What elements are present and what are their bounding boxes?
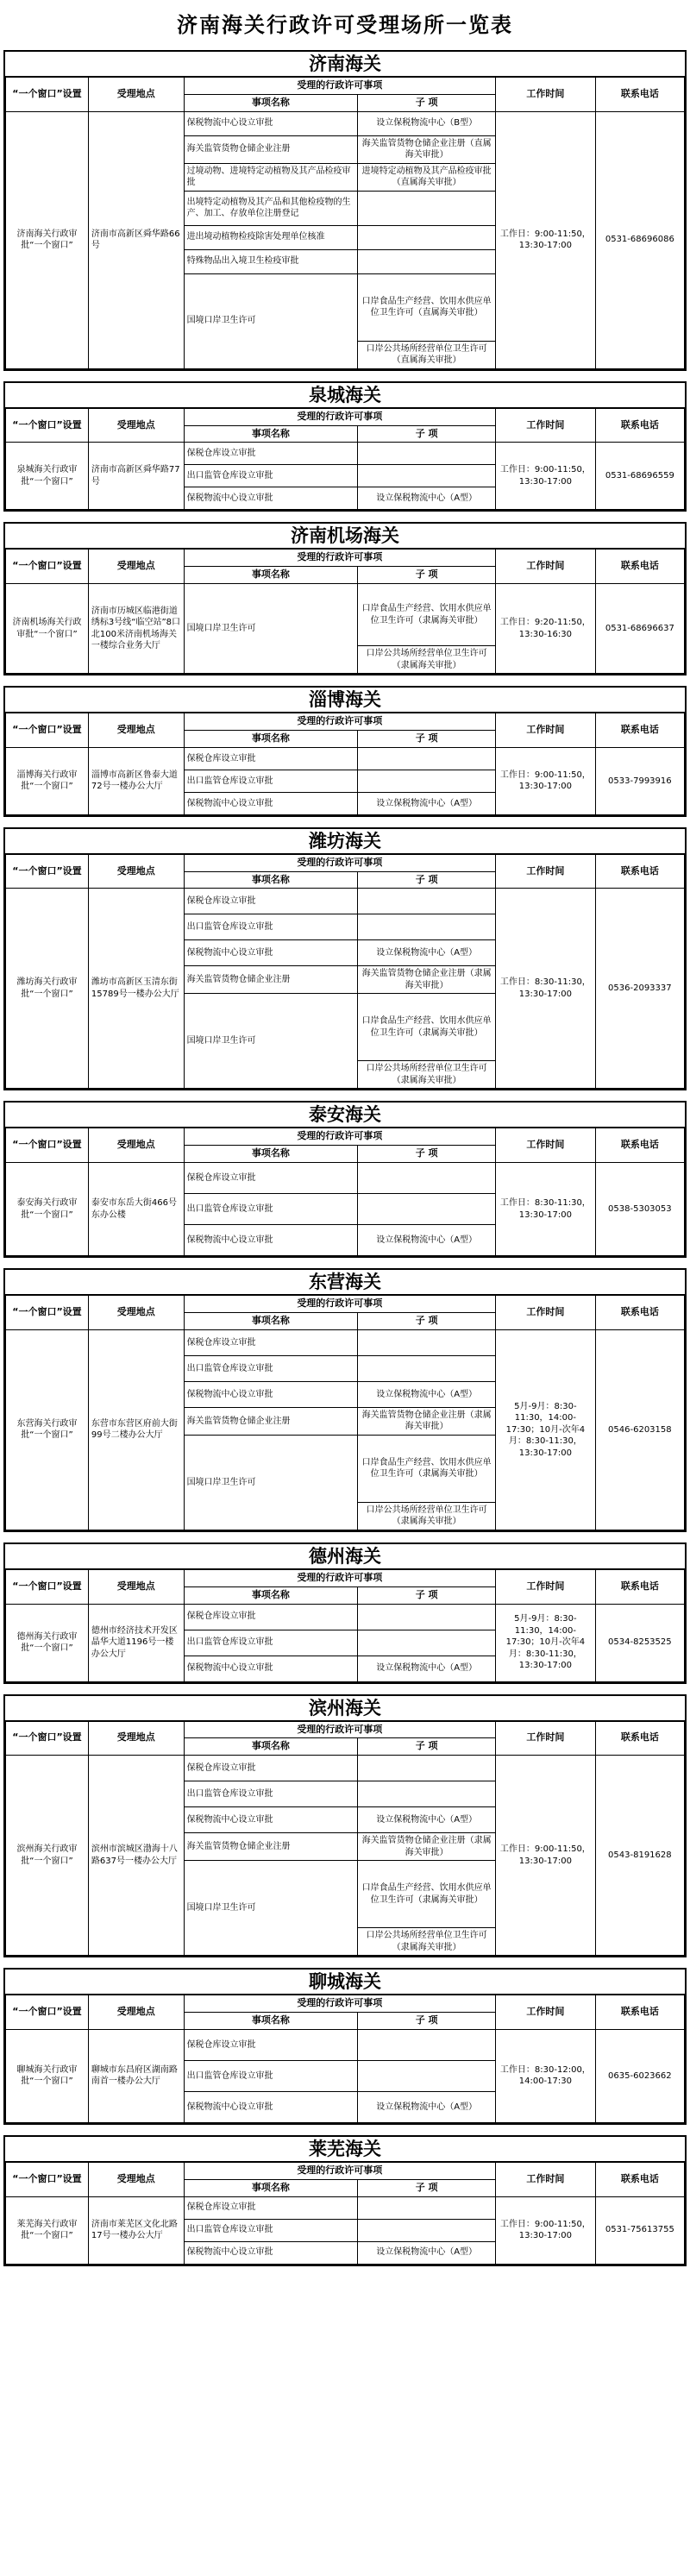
contact-phone: 0534-8253525 <box>595 1604 684 1681</box>
permit-item: 保税物流中心设立审批 <box>184 940 358 966</box>
header-matters: 受理的行政许可事项 <box>184 78 496 95</box>
header-hours: 工作时间 <box>496 1721 596 1756</box>
header-place: 受理地点 <box>88 1296 184 1330</box>
sub-item <box>358 914 496 940</box>
contact-phone: 0531-68696559 <box>595 443 684 510</box>
window-name: 潍坊海关行政审批“一个窗口” <box>6 889 89 1089</box>
contact-phone: 0546-6203158 <box>595 1329 684 1530</box>
working-hours: 5月-9月：8:30-11:30，14:00-17:30；10月-次年4月：8:30-11:30，13:30-17:00 <box>496 1329 596 1530</box>
sub-item: 海关监管货物仓储企业注册（直属海关审批） <box>358 135 496 163</box>
header-row <box>6 1721 685 1738</box>
office-section <box>3 827 687 1091</box>
header-phone: 联系电话 <box>595 1569 684 1604</box>
header-item-name: 事项名称 <box>184 94 358 111</box>
working-hours: 工作日：8:30-11:30，13:30-17:00 <box>496 1163 596 1256</box>
window-name: 济南机场海关行政审批“一个窗口” <box>6 584 89 674</box>
header-matters: 受理的行政许可事项 <box>184 713 496 731</box>
header-place: 受理地点 <box>88 78 184 112</box>
header-hours: 工作时间 <box>496 713 596 748</box>
sub-item: 设立保税物流中心（A型） <box>358 1225 496 1256</box>
permit-item: 保税物流中心设立审批 <box>184 111 358 135</box>
permit-item: 出口监管仓库设立审批 <box>184 1781 358 1807</box>
header-place: 受理地点 <box>88 1569 184 1604</box>
office-table <box>5 1128 685 1256</box>
table-row <box>6 1756 685 1781</box>
sub-item <box>358 1604 496 1630</box>
acceptance-place: 滨州市滨城区渤海十八路637号一楼办公大厅 <box>88 1756 184 1956</box>
window-name: 东营海关行政审批“一个窗口” <box>6 1329 89 1530</box>
sub-item: 口岸公共场所经营单位卫生许可（隶属海关审批） <box>358 1928 496 1956</box>
permit-item: 保税仓库设立审批 <box>184 1756 358 1781</box>
header-matters: 受理的行政许可事项 <box>184 1995 496 2013</box>
contact-phone: 0538-5303053 <box>595 1163 684 1256</box>
sub-item <box>358 2029 496 2060</box>
sub-item: 口岸食品生产经营、饮用水供应单位卫生许可（隶属海关审批） <box>358 994 496 1061</box>
sub-item: 口岸食品生产经营、饮用水供应单位卫生许可（直属海关审批） <box>358 273 496 341</box>
permit-item: 保税仓库设立审批 <box>184 1604 358 1630</box>
permit-item: 海关监管货物仓储企业注册 <box>184 1407 358 1435</box>
header-hours: 工作时间 <box>496 854 596 889</box>
header-row <box>6 1995 685 2013</box>
sub-item <box>358 2219 496 2241</box>
table-row <box>6 111 685 135</box>
header-hours: 工作时间 <box>496 1296 596 1330</box>
header-item-name: 事项名称 <box>184 567 358 584</box>
header-hours: 工作时间 <box>496 1569 596 1604</box>
permit-item: 国境口岸卫生许可 <box>184 1435 358 1530</box>
contact-phone: 0531-68696637 <box>595 584 684 674</box>
window-name: 淄博海关行政审批“一个窗口” <box>6 747 89 814</box>
permit-item: 保税仓库设立审批 <box>184 1163 358 1194</box>
header-place: 受理地点 <box>88 550 184 584</box>
header-sub-item: 子 项 <box>358 871 496 889</box>
permit-item: 国境口岸卫生许可 <box>184 1861 358 1956</box>
header-sub-item: 子 项 <box>358 730 496 747</box>
header-window: “一个窗口”设置 <box>6 1721 89 1756</box>
header-phone: 联系电话 <box>595 1721 684 1756</box>
contact-phone: 0543-8191628 <box>595 1756 684 1956</box>
permit-item: 出口监管仓库设立审批 <box>184 914 358 940</box>
working-hours: 工作日：9:20-11:50，13:30-16:30 <box>496 584 596 674</box>
permit-item: 保税物流中心设立审批 <box>184 1381 358 1407</box>
permit-item: 国境口岸卫生许可 <box>184 994 358 1089</box>
header-row <box>6 854 685 871</box>
permit-item: 出口监管仓库设立审批 <box>184 2219 358 2241</box>
permit-item: 出口监管仓库设立审批 <box>184 1630 358 1656</box>
table-row <box>6 2029 685 2060</box>
table-row <box>6 1163 685 1194</box>
header-sub-item: 子 项 <box>358 2179 496 2196</box>
working-hours: 工作日：8:30-12:00，14:00-17:30 <box>496 2029 596 2122</box>
permit-item: 保税物流中心设立审批 <box>184 1225 358 1256</box>
header-sub-item: 子 项 <box>358 94 496 111</box>
header-matters: 受理的行政许可事项 <box>184 1296 496 1313</box>
header-sub-item: 子 项 <box>358 1312 496 1329</box>
sub-item: 设立保税物流中心（A型） <box>358 792 496 814</box>
header-sub-item: 子 项 <box>358 1146 496 1163</box>
header-phone: 联系电话 <box>595 2162 684 2196</box>
acceptance-place: 济南市高新区舜华路77号 <box>88 443 184 510</box>
sub-item: 海关监管货物仓储企业注册（隶属海关审批） <box>358 1407 496 1435</box>
office-title: 潍坊海关 <box>5 829 685 854</box>
permit-item: 出口监管仓库设立审批 <box>184 465 358 487</box>
permit-item: 保税物流中心设立审批 <box>184 487 358 510</box>
header-place: 受理地点 <box>88 1995 184 2030</box>
table-row <box>6 889 685 914</box>
window-name: 滨州海关行政审批“一个窗口” <box>6 1756 89 1956</box>
window-name: 莱芜海关行政审批“一个窗口” <box>6 2196 89 2264</box>
table-row <box>6 443 685 465</box>
permit-item: 海关监管货物仓储企业注册 <box>184 135 358 163</box>
header-item-name: 事项名称 <box>184 1738 358 1756</box>
working-hours: 工作日：9:00-11:50，13:30-17:00 <box>496 2196 596 2264</box>
header-row <box>6 78 685 95</box>
header-row <box>6 2162 685 2179</box>
acceptance-place: 聊城市东昌府区湖南路南首一楼办公大厅 <box>88 2029 184 2122</box>
office-title: 淄博海关 <box>5 688 685 713</box>
office-title: 莱芜海关 <box>5 2137 685 2162</box>
office-title: 泰安海关 <box>5 1103 685 1128</box>
header-item-name: 事项名称 <box>184 1586 358 1604</box>
window-name: 德州海关行政审批“一个窗口” <box>6 1604 89 1681</box>
header-window: “一个窗口”设置 <box>6 1128 89 1163</box>
table-row <box>6 1329 685 1355</box>
header-sub-item: 子 项 <box>358 2013 496 2030</box>
sub-item <box>358 1781 496 1807</box>
header-window: “一个窗口”设置 <box>6 1296 89 1330</box>
header-item-name: 事项名称 <box>184 2013 358 2030</box>
sub-item: 设立保税物流中心（A型） <box>358 1656 496 1681</box>
permit-item: 保税物流中心设立审批 <box>184 792 358 814</box>
working-hours: 工作日：8:30-11:30，13:30-17:00 <box>496 889 596 1089</box>
header-matters: 受理的行政许可事项 <box>184 550 496 567</box>
acceptance-place: 德州市经济技术开发区晶华大道1196号一楼办公大厅 <box>88 1604 184 1681</box>
header-row <box>6 713 685 731</box>
sub-item: 口岸公共场所经营单位卫生许可（隶属海关审批） <box>358 1061 496 1089</box>
table-row <box>6 2196 685 2219</box>
office-title: 滨州海关 <box>5 1696 685 1721</box>
header-sub-item: 子 项 <box>358 1586 496 1604</box>
permit-item: 出口监管仓库设立审批 <box>184 1355 358 1381</box>
header-matters: 受理的行政许可事项 <box>184 408 496 425</box>
sub-item <box>358 770 496 792</box>
sub-item: 口岸公共场所经营单位卫生许可（直属海关审批） <box>358 341 496 368</box>
sub-item <box>358 191 496 225</box>
office-section <box>3 1694 687 1958</box>
permit-item: 保税仓库设立审批 <box>184 2196 358 2219</box>
window-name: 聊城海关行政审批“一个窗口” <box>6 2029 89 2122</box>
sub-item <box>358 225 496 249</box>
office-table <box>5 1295 685 1530</box>
sub-item <box>358 1329 496 1355</box>
permit-item: 保税仓库设立审批 <box>184 443 358 465</box>
permit-item: 海关监管货物仓储企业注册 <box>184 1833 358 1861</box>
permit-item: 保税物流中心设立审批 <box>184 2091 358 2122</box>
office-section <box>3 1101 687 1258</box>
header-window: “一个窗口”设置 <box>6 1995 89 2030</box>
table-row <box>6 584 685 646</box>
acceptance-place: 淄博市高新区鲁泰大道72号一楼办公大厅 <box>88 747 184 814</box>
header-sub-item: 子 项 <box>358 1738 496 1756</box>
header-item-name: 事项名称 <box>184 1312 358 1329</box>
header-phone: 联系电话 <box>595 1296 684 1330</box>
permit-item: 保税物流中心设立审批 <box>184 1807 358 1833</box>
header-item-name: 事项名称 <box>184 871 358 889</box>
header-hours: 工作时间 <box>496 1128 596 1163</box>
permit-item: 保税物流中心设立审批 <box>184 2241 358 2264</box>
header-sub-item: 子 项 <box>358 425 496 443</box>
permit-item: 出口监管仓库设立审批 <box>184 770 358 792</box>
permit-item: 保税物流中心设立审批 <box>184 1656 358 1681</box>
sub-item: 口岸食品生产经营、饮用水供应单位卫生许可（隶属海关审批） <box>358 584 496 646</box>
sub-item: 口岸公共场所经营单位卫生许可（隶属海关审批） <box>358 1502 496 1530</box>
sub-item <box>358 249 496 273</box>
sub-item <box>358 1756 496 1781</box>
header-phone: 联系电话 <box>595 408 684 443</box>
office-title: 济南机场海关 <box>5 524 685 549</box>
header-hours: 工作时间 <box>496 550 596 584</box>
working-hours: 工作日：9:00-11:50，13:30-17:00 <box>496 111 596 368</box>
sub-item: 设立保税物流中心（A型） <box>358 940 496 966</box>
header-window: “一个窗口”设置 <box>6 408 89 443</box>
office-sections <box>3 50 687 2266</box>
header-phone: 联系电话 <box>595 78 684 112</box>
working-hours: 工作日：9:00-11:50，13:30-17:00 <box>496 747 596 814</box>
header-row <box>6 1296 685 1313</box>
header-matters: 受理的行政许可事项 <box>184 854 496 871</box>
permit-item: 过境动物、进境特定动植物及其产品检疫审批 <box>184 163 358 191</box>
header-window: “一个窗口”设置 <box>6 1569 89 1604</box>
sub-item: 口岸公共场所经营单位卫生许可（隶属海关审批） <box>358 646 496 674</box>
header-phone: 联系电话 <box>595 1995 684 2030</box>
sub-item: 设立保税物流中心（A型） <box>358 487 496 510</box>
office-title: 东营海关 <box>5 1270 685 1295</box>
permit-item: 出境特定动植物及其产品和其他检疫物的生产、加工、存放单位注册登记 <box>184 191 358 225</box>
permit-item: 保税仓库设立审批 <box>184 2029 358 2060</box>
header-phone: 联系电话 <box>595 550 684 584</box>
sub-item: 设立保税物流中心（A型） <box>358 2241 496 2264</box>
office-section <box>3 1268 687 1532</box>
header-row <box>6 550 685 567</box>
office-title: 泉城海关 <box>5 383 685 408</box>
contact-phone: 0533-7993916 <box>595 747 684 814</box>
contact-phone: 0531-75613755 <box>595 2196 684 2264</box>
permit-item: 国境口岸卫生许可 <box>184 273 358 368</box>
table-row <box>6 1604 685 1630</box>
office-table <box>5 1721 685 1957</box>
sub-item <box>358 1194 496 1225</box>
sub-item: 进境特定动植物及其产品检疫审批（直属海关审批） <box>358 163 496 191</box>
header-window: “一个窗口”设置 <box>6 854 89 889</box>
office-section <box>3 522 687 675</box>
working-hours: 工作日：9:00-11:50，13:30-17:00 <box>496 443 596 510</box>
acceptance-place: 济南市高新区舜华路66号 <box>88 111 184 368</box>
sub-item <box>358 1630 496 1656</box>
header-hours: 工作时间 <box>496 2162 596 2196</box>
header-place: 受理地点 <box>88 2162 184 2196</box>
office-title: 济南海关 <box>5 52 685 77</box>
sub-item: 口岸食品生产经营、饮用水供应单位卫生许可（隶属海关审批） <box>358 1861 496 1928</box>
sub-item <box>358 1163 496 1194</box>
header-place: 受理地点 <box>88 713 184 748</box>
permit-item: 国境口岸卫生许可 <box>184 584 358 674</box>
permit-item: 出口监管仓库设立审批 <box>184 2060 358 2091</box>
header-hours: 工作时间 <box>496 78 596 112</box>
working-hours: 5月-9月：8:30-11:30，14:00-17:30；10月-次年4月：8:30-11:30，13:30-17:00 <box>496 1604 596 1681</box>
acceptance-place: 济南市历城区临港街道绣标3号线“临空站”8口北100米济南机场海关一楼综合业务大厅 <box>88 584 184 674</box>
header-sub-item: 子 项 <box>358 567 496 584</box>
office-table <box>5 2162 685 2265</box>
contact-phone: 0531-68696086 <box>595 111 684 368</box>
permit-item: 保税仓库设立审批 <box>184 747 358 770</box>
header-item-name: 事项名称 <box>184 2179 358 2196</box>
header-window: “一个窗口”设置 <box>6 2162 89 2196</box>
page-title: 济南海关行政许可受理场所一览表 <box>177 12 513 37</box>
sub-item: 海关监管货物仓储企业注册（隶属海关审批） <box>358 1833 496 1861</box>
acceptance-place: 济南市莱芜区文化北路17号一楼办公大厅 <box>88 2196 184 2264</box>
header-row <box>6 408 685 425</box>
office-section <box>3 686 687 817</box>
sub-item <box>358 2196 496 2219</box>
office-table <box>5 549 685 674</box>
permit-item: 出口监管仓库设立审批 <box>184 1194 358 1225</box>
sub-item <box>358 2060 496 2091</box>
header-hours: 工作时间 <box>496 408 596 443</box>
office-title: 德州海关 <box>5 1544 685 1569</box>
header-hours: 工作时间 <box>496 1995 596 2030</box>
header-matters: 受理的行政许可事项 <box>184 1721 496 1738</box>
header-item-name: 事项名称 <box>184 425 358 443</box>
office-section <box>3 2135 687 2266</box>
working-hours: 工作日：9:00-11:50，13:30-17:00 <box>496 1756 596 1956</box>
office-title: 聊城海关 <box>5 1970 685 1995</box>
header-phone: 联系电话 <box>595 713 684 748</box>
acceptance-place: 潍坊市高新区玉清东街15789号一楼办公大厅 <box>88 889 184 1089</box>
acceptance-place: 东营市东营区府前大街99号二楼办公大厅 <box>88 1329 184 1530</box>
header-item-name: 事项名称 <box>184 1146 358 1163</box>
header-matters: 受理的行政许可事项 <box>184 1569 496 1586</box>
header-place: 受理地点 <box>88 854 184 889</box>
header-matters: 受理的行政许可事项 <box>184 2162 496 2179</box>
sub-item: 设立保税物流中心（B型） <box>358 111 496 135</box>
sub-item: 口岸食品生产经营、饮用水供应单位卫生许可（隶属海关审批） <box>358 1435 496 1502</box>
sub-item: 设立保税物流中心（A型） <box>358 1807 496 1833</box>
sub-item: 设立保税物流中心（A型） <box>358 1381 496 1407</box>
permit-item: 保税仓库设立审批 <box>184 889 358 914</box>
office-table <box>5 77 685 369</box>
header-matters: 受理的行政许可事项 <box>184 1128 496 1146</box>
contact-phone: 0635-6023662 <box>595 2029 684 2122</box>
permit-item: 进出境动植物检疫除害处理单位核准 <box>184 225 358 249</box>
sub-item <box>358 889 496 914</box>
window-name: 泉城海关行政审批“一个窗口” <box>6 443 89 510</box>
table-row <box>6 747 685 770</box>
header-window: “一个窗口”设置 <box>6 550 89 584</box>
header-window: “一个窗口”设置 <box>6 713 89 748</box>
header-place: 受理地点 <box>88 408 184 443</box>
office-table <box>5 1569 685 1682</box>
window-name: 济南海关行政审批“一个窗口” <box>6 111 89 368</box>
header-window: “一个窗口”设置 <box>6 78 89 112</box>
header-phone: 联系电话 <box>595 1128 684 1163</box>
office-table <box>5 408 685 511</box>
contact-phone: 0536-2093337 <box>595 889 684 1089</box>
sub-item: 海关监管货物仓储企业注册（隶属海关审批） <box>358 966 496 994</box>
sub-item <box>358 443 496 465</box>
office-table <box>5 1995 685 2123</box>
header-row <box>6 1569 685 1586</box>
office-section <box>3 1542 687 1684</box>
header-phone: 联系电话 <box>595 854 684 889</box>
office-table <box>5 713 685 815</box>
permit-item: 特殊物品出入境卫生检疫审批 <box>184 249 358 273</box>
office-section <box>3 1968 687 2125</box>
header-item-name: 事项名称 <box>184 730 358 747</box>
acceptance-place: 泰安市东岳大街466号东办公楼 <box>88 1163 184 1256</box>
header-place: 受理地点 <box>88 1128 184 1163</box>
sub-item <box>358 747 496 770</box>
sub-item <box>358 465 496 487</box>
sub-item: 设立保税物流中心（A型） <box>358 2091 496 2122</box>
header-row <box>6 1128 685 1146</box>
office-section <box>3 50 687 371</box>
permit-item: 保税仓库设立审批 <box>184 1329 358 1355</box>
office-table <box>5 854 685 1090</box>
office-section <box>3 381 687 512</box>
header-place: 受理地点 <box>88 1721 184 1756</box>
window-name: 泰安海关行政审批“一个窗口” <box>6 1163 89 1256</box>
sub-item <box>358 1355 496 1381</box>
permit-item: 海关监管货物仓储企业注册 <box>184 966 358 994</box>
